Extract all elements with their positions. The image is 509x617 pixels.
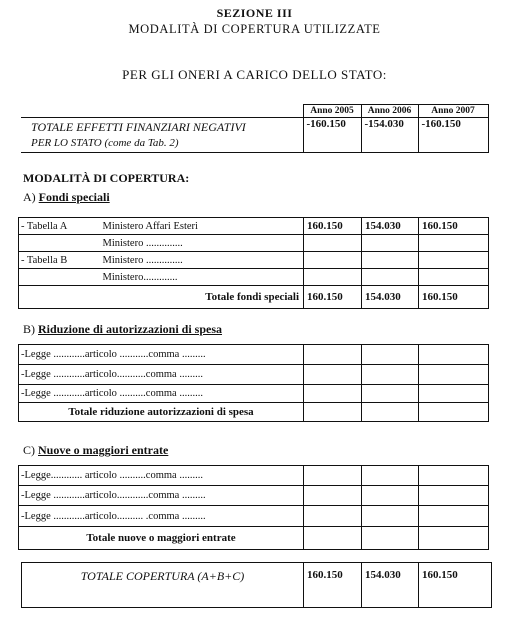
value-cell xyxy=(419,345,489,365)
total-label: Totale riduzione autorizzazioni di spesa xyxy=(19,403,304,422)
value-cell: 160.150 xyxy=(419,563,492,608)
value-cell xyxy=(304,269,362,286)
year-header: Anno 2006 xyxy=(361,105,418,118)
ministry-name: Ministero .............. xyxy=(101,252,304,269)
year-header: Anno 2005 xyxy=(303,105,361,118)
value-cell xyxy=(362,252,419,269)
value-cell: 160.150 xyxy=(419,286,489,309)
table-row xyxy=(19,385,489,403)
value-cell: 160.150 xyxy=(304,218,362,235)
value-cell xyxy=(419,466,489,486)
page-title: MODALITÀ DI COPERTURA UTILIZZATE xyxy=(128,22,381,36)
total-negative-label: TOTALE EFFETTI FINANZIARI NEGATIVI PER LO STATO (come da Tab. 2) xyxy=(21,118,303,153)
value-cell xyxy=(362,345,419,365)
value-cell: -160.150 xyxy=(418,118,488,153)
table-name: - Tabella B xyxy=(19,252,101,269)
law-reference: -Legge ............articolo.......... .comma ......... xyxy=(19,506,304,527)
value-cell xyxy=(419,403,489,422)
total-row xyxy=(19,527,489,550)
value-cell xyxy=(304,385,362,403)
value-cell xyxy=(304,365,362,385)
section-a-table xyxy=(18,217,489,309)
value-cell xyxy=(304,486,362,506)
law-reference: -Legge ............articolo ..........comma ......... xyxy=(19,385,304,403)
value-cell: -160.150 xyxy=(303,118,361,153)
table-row xyxy=(19,252,489,269)
value-cell: 154.030 xyxy=(362,218,419,235)
table-row xyxy=(19,345,489,365)
value-cell xyxy=(419,527,489,550)
value-cell xyxy=(304,252,362,269)
section-number: SEZIONE III xyxy=(216,6,293,20)
value-cell xyxy=(362,466,419,486)
value-cell xyxy=(304,345,362,365)
value-cell xyxy=(362,365,419,385)
year-header: Anno 2007 xyxy=(418,105,488,118)
value-cell xyxy=(304,466,362,486)
value-cell xyxy=(419,365,489,385)
coverage-heading: MODALITÀ DI COPERTURA: xyxy=(23,171,190,185)
table-row xyxy=(19,466,489,486)
section-b-table xyxy=(18,344,489,422)
value-cell xyxy=(362,486,419,506)
table-name xyxy=(19,269,101,286)
law-reference: -Legge ............articolo ...........comma ......... xyxy=(19,345,304,365)
table-row xyxy=(19,269,489,286)
value-cell xyxy=(304,403,362,422)
total-label: Totale nuove o maggiori entrate xyxy=(19,527,304,550)
value-cell: 154.030 xyxy=(362,563,419,608)
section-c-table xyxy=(18,465,489,550)
value-cell xyxy=(419,235,489,252)
law-reference: -Legge ............articolo............comma ......... xyxy=(19,486,304,506)
value-cell xyxy=(362,506,419,527)
law-reference: -Legge ............articolo...........comma ......... xyxy=(19,365,304,385)
table-row xyxy=(19,486,489,506)
grand-total-label: TOTALE COPERTURA (A+B+C) xyxy=(22,563,304,608)
law-reference: -Legge............ articolo ..........comma ......... xyxy=(19,466,304,486)
value-cell: 154.030 xyxy=(362,286,419,309)
value-cell xyxy=(362,269,419,286)
total-row xyxy=(19,286,489,309)
value-cell xyxy=(304,506,362,527)
negative-effects-table xyxy=(21,104,489,153)
value-cell xyxy=(419,252,489,269)
table-row xyxy=(19,365,489,385)
value-cell xyxy=(419,506,489,527)
page-subtitle: PER GLI ONERI A CARICO DELLO STATO: xyxy=(122,67,387,82)
total-row xyxy=(19,403,489,422)
value-cell xyxy=(304,527,362,550)
table-row xyxy=(19,218,489,235)
value-cell: 160.150 xyxy=(419,218,489,235)
total-label: Totale fondi speciali xyxy=(19,286,304,309)
value-cell xyxy=(362,385,419,403)
value-cell: 160.150 xyxy=(304,563,362,608)
table-name xyxy=(19,235,101,252)
ministry-name: Ministero .............. xyxy=(101,235,304,252)
table-row xyxy=(19,506,489,527)
value-cell: 160.150 xyxy=(304,286,362,309)
value-cell: -154.030 xyxy=(361,118,418,153)
value-cell xyxy=(419,486,489,506)
table-row xyxy=(19,235,489,252)
section-c-heading: C) Nuove o maggiori entrate xyxy=(23,443,169,457)
ministry-name: Ministero............. xyxy=(101,269,304,286)
total-row xyxy=(22,563,492,608)
value-cell xyxy=(304,235,362,252)
grand-total-table xyxy=(21,562,492,608)
ministry-name: Ministero Affari Esteri xyxy=(101,218,304,235)
value-cell xyxy=(419,385,489,403)
value-cell xyxy=(419,269,489,286)
value-cell xyxy=(362,527,419,550)
value-cell xyxy=(362,403,419,422)
section-b-heading: B) Riduzione di autorizzazioni di spesa xyxy=(23,322,223,336)
value-cell xyxy=(362,235,419,252)
table-name: - Tabella A xyxy=(19,218,101,235)
section-a-heading: A) Fondi speciali xyxy=(23,190,110,204)
